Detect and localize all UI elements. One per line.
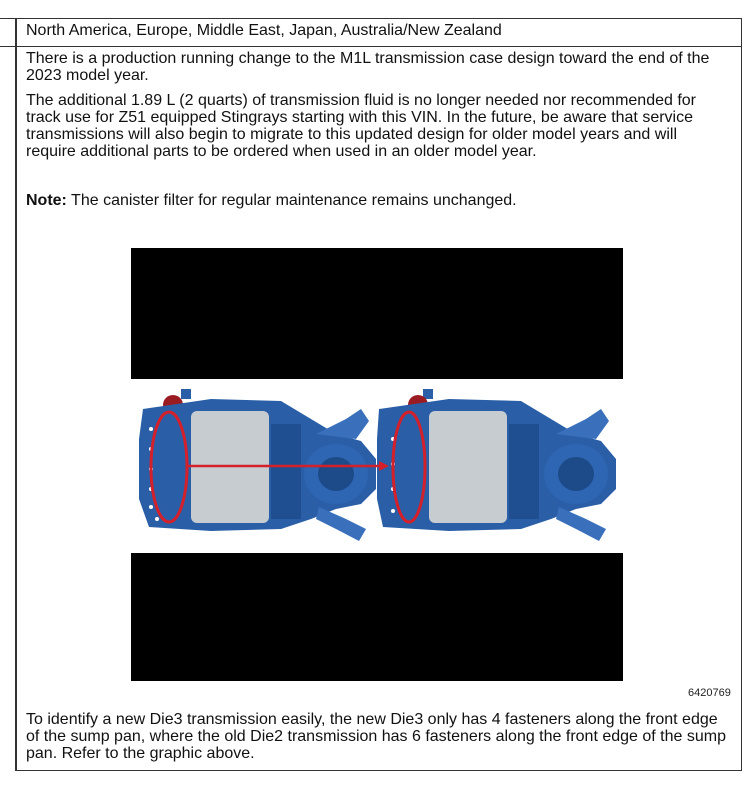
redacted-image-top [131, 248, 623, 379]
new-transmission-drawing [377, 389, 616, 541]
note [26, 192, 731, 209]
transmission-comparison-illustration [131, 379, 623, 553]
table-left-border [15, 18, 17, 771]
table-bottom-border [15, 770, 742, 771]
paragraph-identification: To identify a new Die3 transmission easily, the new Die3 only has 4 fasteners along the front edge of the sump pan, where the old Die2 transmission has 6 fasteners along the front edge of the sump pan. Refer to the graphic above. [26, 711, 726, 762]
paragraph-running-change: There is a production running change to the M1L transmission case design toward the end of the 2023 model year. [26, 50, 710, 84]
note-text: The canister filter for regular maintenance remains unchanged. [71, 192, 517, 209]
table-right-border [741, 18, 742, 771]
figure-number: 6420769 [688, 687, 731, 699]
sump-pan-right [429, 411, 507, 523]
region-list: North America, Europe, Middle East, Japan, Australia/New Zealand [26, 22, 502, 39]
redacted-image-bottom [131, 553, 623, 681]
paragraph-fluid-info: The additional 1.89 L (2 quarts) of transmission fluid is no longer needed nor recommended for track use for Z51 equipped Stingrays starting with this VIN. In the future, be aware that service transmissions will also begin to migrate to this updated design for older model years and will require additional parts to be ordered when used in an older model year. [26, 92, 697, 160]
transmission-figure [131, 248, 623, 681]
note-label: Note: [26, 192, 67, 209]
